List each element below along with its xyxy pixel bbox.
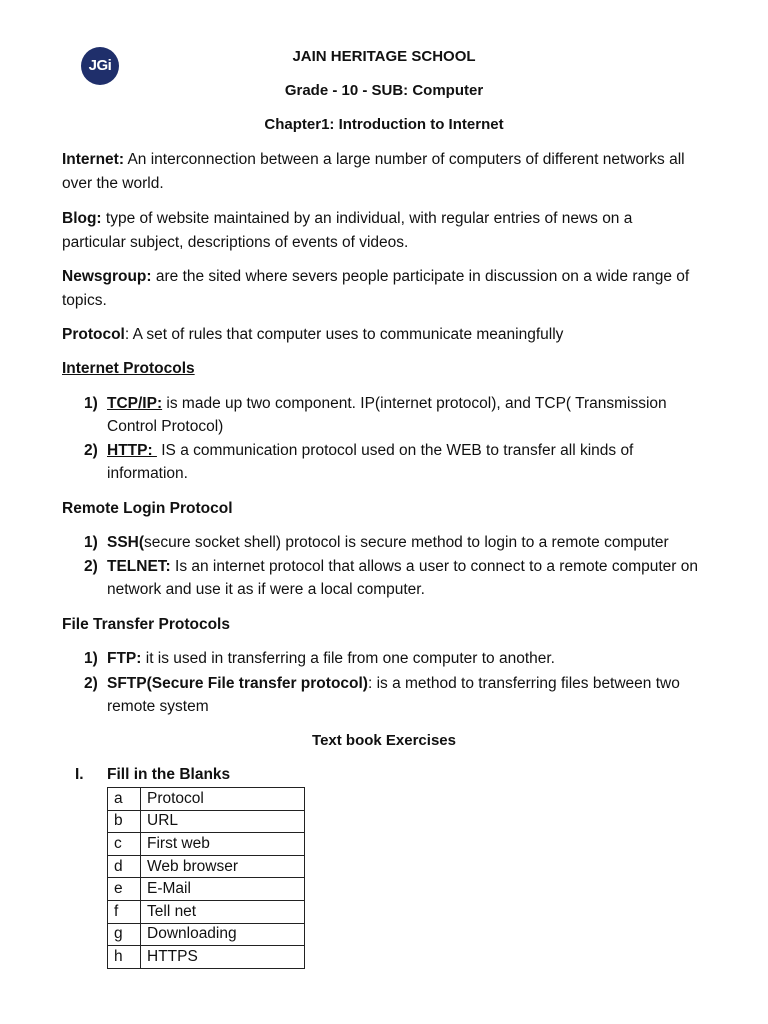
internet-definition-cont: over the world. [62,175,164,192]
list-number: 1) [84,534,98,551]
term: HTTP: [107,442,157,459]
row-key: h [108,946,141,969]
row-key: e [108,878,141,901]
term: TCP/IP: [107,395,163,412]
internet-protocols-heading: Internet Protocols [62,360,195,377]
row-value: First web [141,833,305,856]
item-text: : is a method to transferring files between two [367,675,680,692]
row-key: c [108,833,141,856]
table-row [108,855,305,878]
list-number: 2) [84,675,98,692]
list-item-ftp [107,647,727,670]
blog-definition-cont: particular subject, descriptions of events of videos. [62,234,409,251]
row-value: Web browser [141,855,305,878]
table-row [108,810,305,833]
exercises-heading: Text book Exercises [312,732,456,749]
section-number: I. [75,766,84,783]
table-row [108,946,305,969]
item-text: Is an internet protocol that allows a user to connect to a remote computer on [170,558,699,575]
term: SFTP(Secure File transfer protocol) [107,675,368,692]
item-text: Control Protocol) [107,418,224,435]
definition-text: type of website maintained by an individual, with regular entries of news on a [101,210,633,227]
term: TELNET: [107,558,171,575]
item-text: IS a communication protocol used on the WEB to transfer all kinds of [156,442,634,459]
school-name: JAIN HERITAGE SCHOOL [292,48,476,65]
table-row [108,900,305,923]
item-text: network and use it as if were a local computer. [107,581,425,598]
list-number: 1) [84,395,98,412]
fill-blanks-table [107,787,305,969]
table-row [108,923,305,946]
protocol-definition [62,323,563,347]
term: FTP: [107,650,142,667]
definition-text: An interconnection between a large number of computers of different networks all [124,151,685,168]
row-key: d [108,855,141,878]
row-value: Downloading [141,923,305,946]
table-row [108,788,305,811]
fill-blanks-title: Fill in the Blanks [107,766,231,783]
term: Newsgroup: [62,268,152,285]
row-value: E-Mail [141,878,305,901]
row-key: f [108,900,141,923]
list-number: 2) [84,558,98,575]
term: Internet: [62,151,124,168]
row-key: g [108,923,141,946]
list-number: 1) [84,650,98,667]
item-text: remote system [107,698,209,715]
item-text: information. [107,465,188,482]
newsgroup-definition-cont: topics. [62,292,107,309]
remote-login-heading: Remote Login Protocol [62,500,233,517]
row-key: a [108,788,141,811]
row-value: Tell net [141,900,305,923]
chapter-title: Chapter1: Introduction to Internet [264,116,504,133]
grade-subject: Grade - 10 - SUB: Computer [284,82,484,99]
list-item-tcpip [107,392,727,438]
list-item-http [107,439,727,485]
file-transfer-heading: File Transfer Protocols [62,616,230,633]
row-value: URL [141,810,305,833]
table-row [108,878,305,901]
list-number: 2) [84,442,98,459]
table-row [108,833,305,856]
definition-text: are the sited where severs people participate in discussion on a wide range of [151,268,690,285]
term: SSH( [107,534,145,551]
item-text: secure socket shell) protocol is secure method to login to a remote computer [144,534,669,551]
list-item-ssh [107,531,727,554]
row-value: Protocol [141,788,305,811]
term: Protocol [62,326,125,343]
definition-text: : A set of rules that computer uses to communicate meaningfully [124,326,564,343]
school-logo: JGi [81,47,119,85]
blog-definition [62,207,632,231]
row-value: HTTPS [141,946,305,969]
item-text: it is used in transferring a file from one computer to another. [141,650,555,667]
term: Blog: [62,210,102,227]
list-item-telnet [107,555,727,601]
list-item-sftp [107,672,727,718]
internet-definition [62,148,685,172]
newsgroup-definition [62,265,689,289]
item-text: is made up two component. IP(internet protocol), and TCP( Transmission [162,395,667,412]
row-key: b [108,810,141,833]
